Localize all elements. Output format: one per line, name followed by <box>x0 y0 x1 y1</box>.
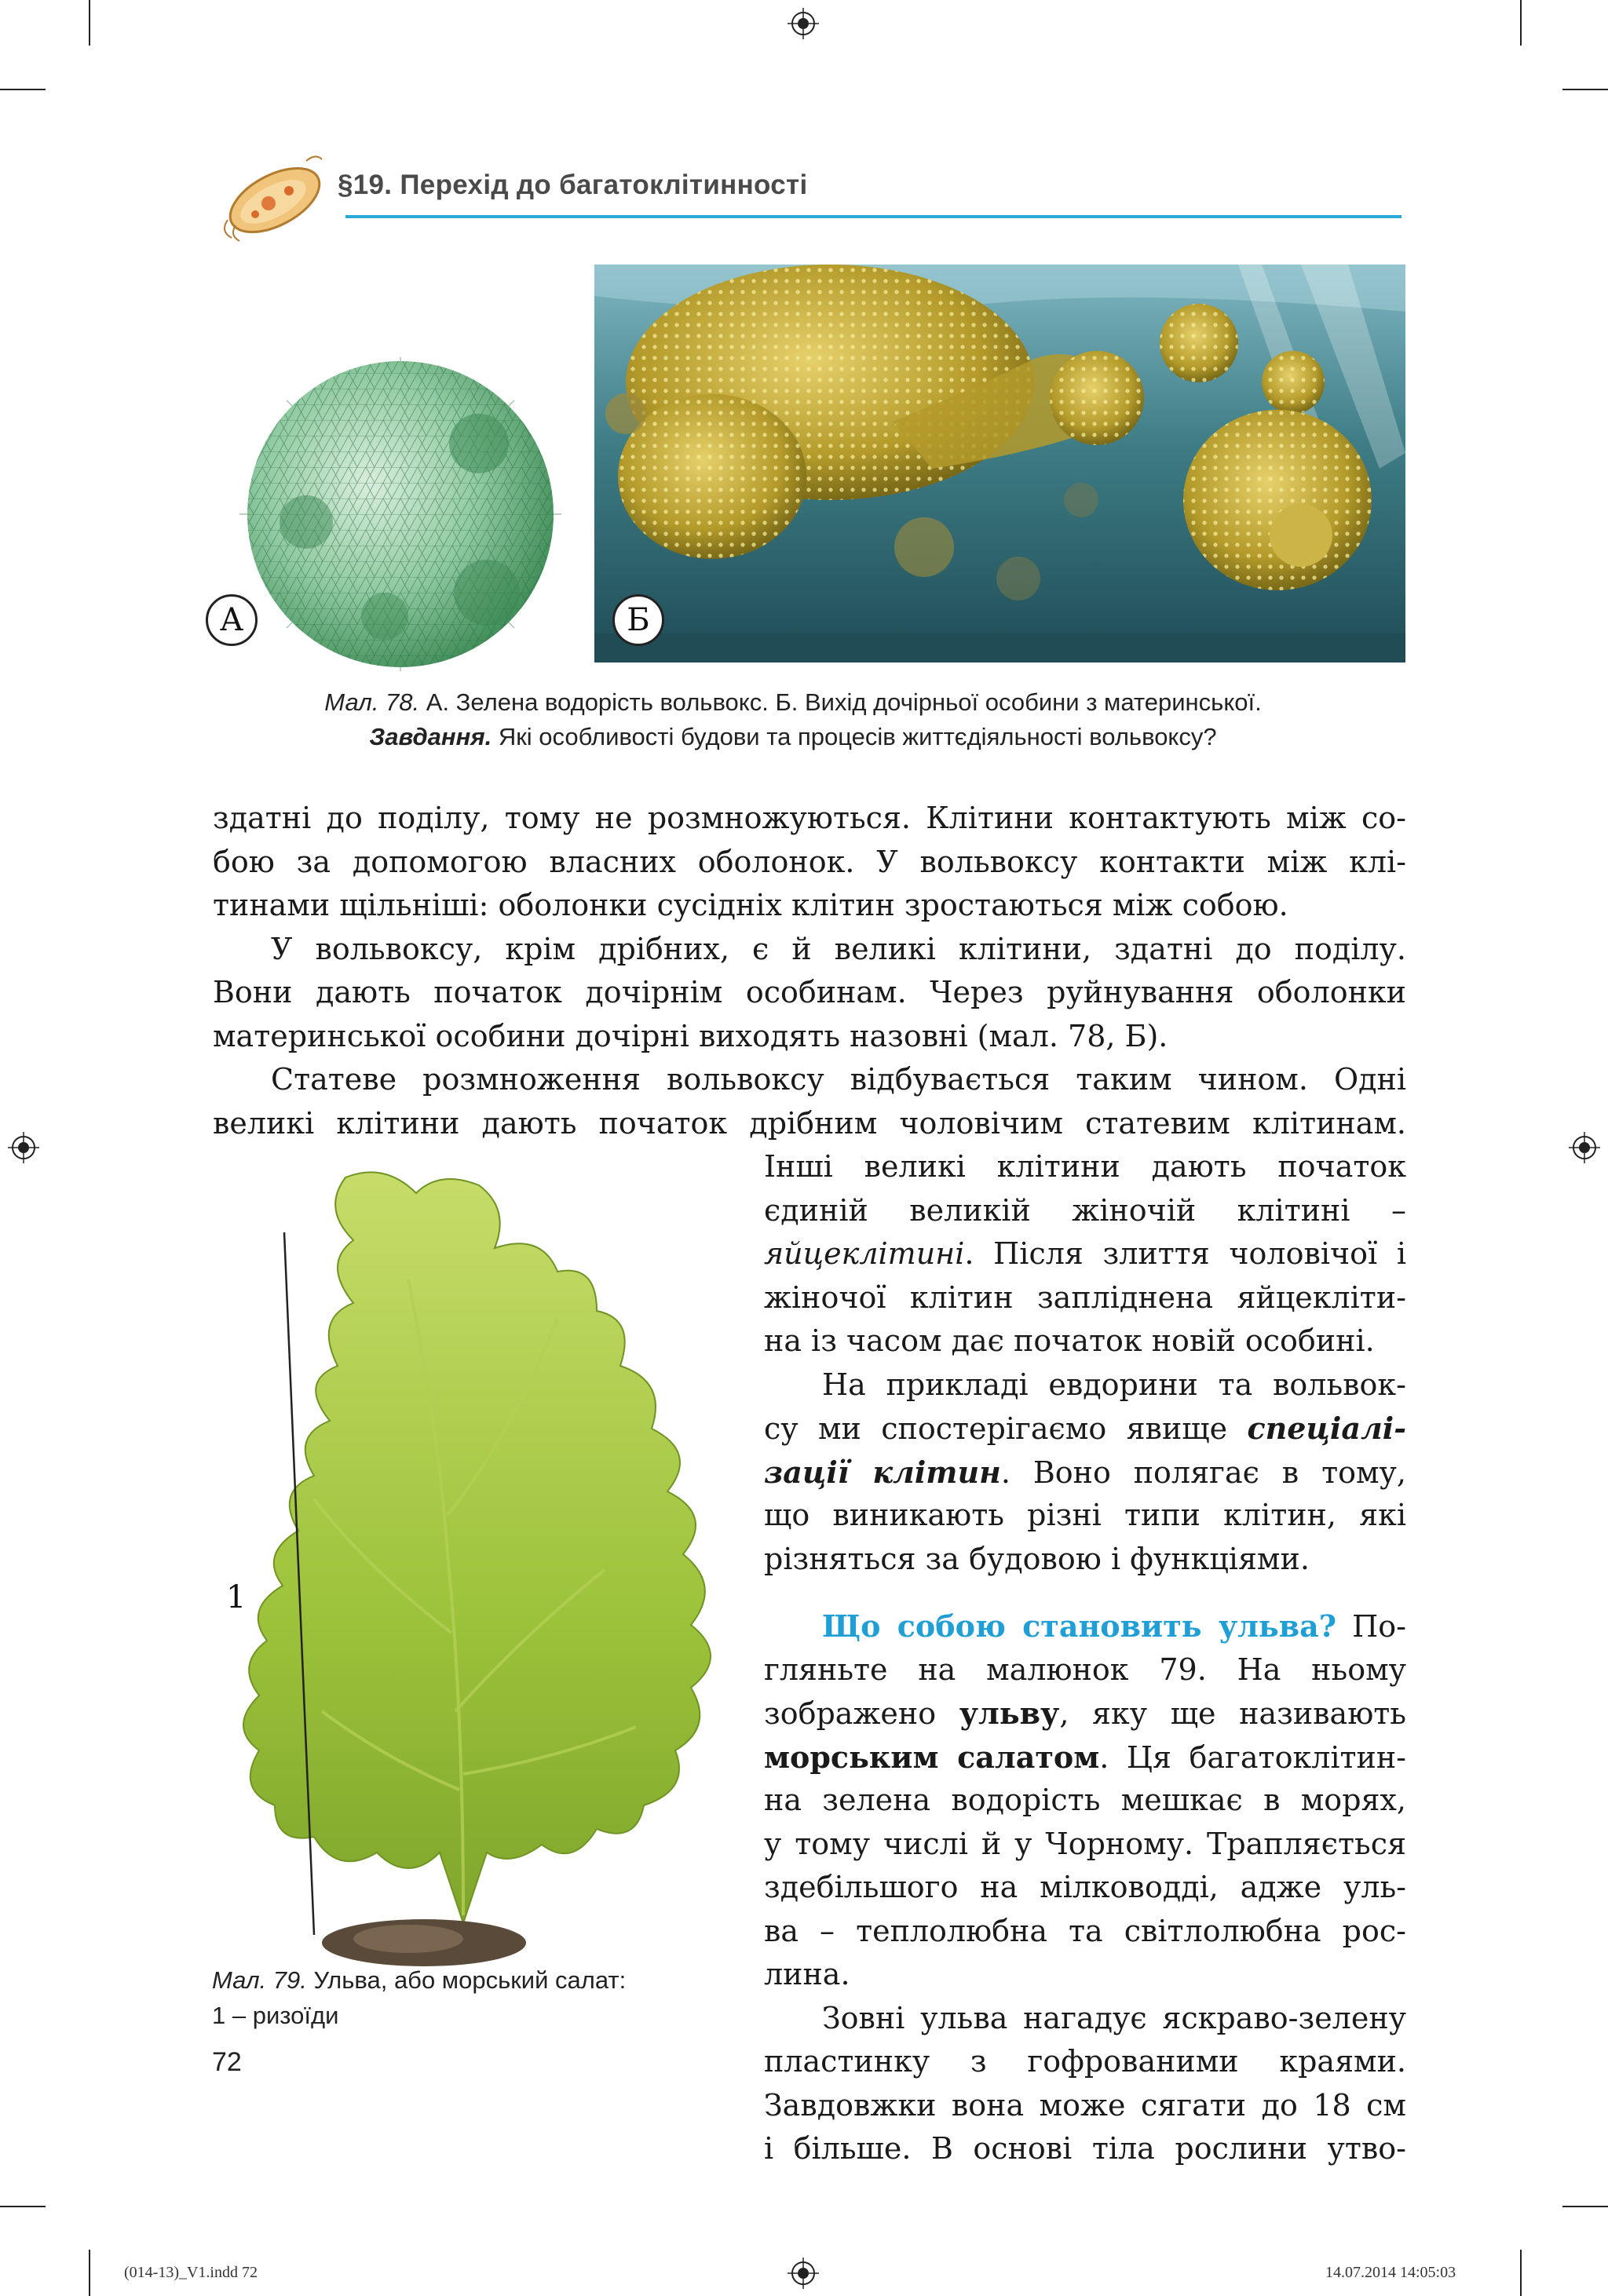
right-line-21: пластинку з гофрованими краями. <box>764 2044 1406 2079</box>
right-line-7-a: су ми спостерігаємо явище <box>764 1411 1248 1446</box>
right-line-3 <box>764 1232 1406 1276</box>
paramecium-icon <box>212 145 330 243</box>
crop-mark-top-left-h <box>0 89 46 90</box>
figure78-task-line <box>196 720 1390 754</box>
right-line-6: На прикладі евдорини та вольвок- <box>822 1367 1406 1402</box>
body-line-1: здатні до поділу, тому не розмножуються. Клітини контактують між со- <box>213 801 1406 835</box>
right-line-16: у тому числі й у Чорному. Трапляється <box>764 1826 1406 1861</box>
registration-mark-right <box>1569 1132 1600 1163</box>
right-line-7 <box>764 1407 1406 1451</box>
registration-mark-top <box>788 8 819 39</box>
term-ulva: ульву <box>959 1696 1060 1731</box>
right-line-13 <box>764 1692 1406 1736</box>
right-line-14-rest: . Ця багатоклітин- <box>1099 1739 1406 1775</box>
figure78-task-text: Які особливості будови та процесів життєдіяльності вольвоксу? <box>498 723 1217 750</box>
right-line-20: Зовні ульва нагадує яскраво-зелену <box>822 2000 1406 2035</box>
right-line-11-rest: По- <box>1336 1609 1406 1644</box>
right-line-22: Завдовжки вона може сягати до 18 см <box>764 2087 1406 2123</box>
body-line-7: Статеве розмноження вольвоксу відбувається таким чином. Одні <box>271 1062 1406 1097</box>
body-text-full-width <box>213 797 1406 1145</box>
crop-mark-bottom-right-v <box>1520 2250 1522 2296</box>
registration-mark-bottom <box>788 2258 819 2289</box>
crop-mark-bottom-right-h <box>1562 2206 1608 2207</box>
right-line-14 <box>764 1736 1406 1779</box>
term-specialization-cont: зації клітин <box>764 1454 1001 1490</box>
right-line-12: гляньте на малюнок 79. На ньому <box>764 1652 1406 1687</box>
right-line-5: на із часом дає початок новій особині. <box>764 1323 1375 1358</box>
right-line-4: жіночої клітин запліднена яйцекліти- <box>764 1279 1406 1315</box>
right-line-8 <box>764 1451 1406 1495</box>
body-line-3: тинами щільніші: оболонки сусідніх клітин зростаються між собою. <box>213 888 1288 922</box>
term-specialization: спеціалі- <box>1247 1411 1406 1446</box>
paragraph-spacer <box>764 1581 1406 1604</box>
subheading-ulva: Що собою становить ульва? <box>822 1608 1337 1644</box>
body-line-4: У вольвоксу, крім дрібних, є й великі клітини, здатні до поділу. <box>271 931 1406 966</box>
section-title: §19. Перехід до багатоклітинності <box>338 170 808 200</box>
figure79-pointer-label: 1 <box>226 1579 247 1615</box>
right-line-3-rest: . Після злиття чоловічої і <box>964 1236 1406 1271</box>
crop-mark-top-left-v <box>89 0 90 46</box>
right-line-13-c: , яку ще називають <box>1059 1696 1406 1731</box>
right-line-15: на зелена водорість мешкає в морях, <box>764 1783 1406 1817</box>
ulva-illustration <box>228 1162 730 1978</box>
figure78-caption-line1 <box>196 685 1390 720</box>
right-line-10: різняться за будовою і функціями. <box>764 1541 1310 1576</box>
right-line-11 <box>764 1604 1406 1648</box>
figure78-caption <box>196 685 1390 754</box>
volvox-illustration <box>228 357 573 671</box>
figure78-task-label: Завдання. <box>369 723 492 750</box>
body-line-2: бою за допомогою власних оболонок. У вольвоксу контакти між клі- <box>213 844 1406 879</box>
right-line-13-a: зображено <box>764 1696 959 1731</box>
figure79-caption <box>212 1962 722 2033</box>
body-line-6: материнської особини дочірні виходять назовні (мал. 78, Б). <box>213 1018 1168 1053</box>
crop-mark-bottom-left-h <box>0 2206 46 2207</box>
right-line-9: що виникають різні типи клітин, які <box>764 1498 1406 1532</box>
figure79-caption-line1 <box>212 1962 722 1998</box>
term-egg-cell: яйцеклітині <box>764 1236 965 1271</box>
figure-label-b: Б <box>612 594 664 646</box>
right-line-1: Інші великі клітини дають початок <box>764 1149 1406 1184</box>
right-line-19: лина. <box>764 1957 850 1991</box>
right-line-17: здебільшого на мілководді, адже уль- <box>764 1870 1406 1904</box>
print-footer-file: (014-13)_V1.indd 72 <box>124 2264 258 2281</box>
body-text-right-column <box>764 1145 1406 2171</box>
body-line-8: великі клітини дають початок дрібним чоловічим статевим клітинам. <box>213 1105 1406 1141</box>
header-rule <box>345 215 1402 218</box>
right-line-18: ва – теплолюбна та світлолюбна рос- <box>764 1913 1406 1948</box>
crop-mark-top-right-h <box>1562 89 1608 90</box>
term-sea-lettuce: морським салатом <box>764 1739 1100 1775</box>
body-line-5: Вони дають початок дочірнім особинам. Через руйнування оболонки <box>213 975 1406 1009</box>
figure79-caption-text: Ульва, або морський салат: <box>313 1966 627 1994</box>
figure78-caption-prefix: Мал. 78. <box>324 688 420 716</box>
crop-mark-top-right-v <box>1520 0 1522 46</box>
volvox-underwater-photo <box>594 265 1405 663</box>
figure78-caption-text: А. Зелена водорість вольвокс. Б. Вихід дочірньої особини з материнської. <box>426 688 1262 716</box>
figure-label-a: А <box>206 594 258 646</box>
right-line-8-rest: . Воно полягає в тому, <box>1000 1455 1406 1490</box>
right-line-23: і більше. В основі тіла рослини утво- <box>764 2131 1406 2166</box>
right-line-2: єдиній великій жіночій клітині – <box>764 1192 1406 1228</box>
page-number: 72 <box>212 2047 242 2077</box>
figure79-caption-line2: 1 – ризоїди <box>212 2002 339 2029</box>
figure79-caption-prefix: Мал. 79. <box>212 1966 307 1994</box>
registration-mark-left <box>8 1132 39 1163</box>
crop-mark-bottom-left-v <box>89 2250 90 2296</box>
print-footer-date: 14.07.2014 14:05:03 <box>1325 2264 1456 2281</box>
